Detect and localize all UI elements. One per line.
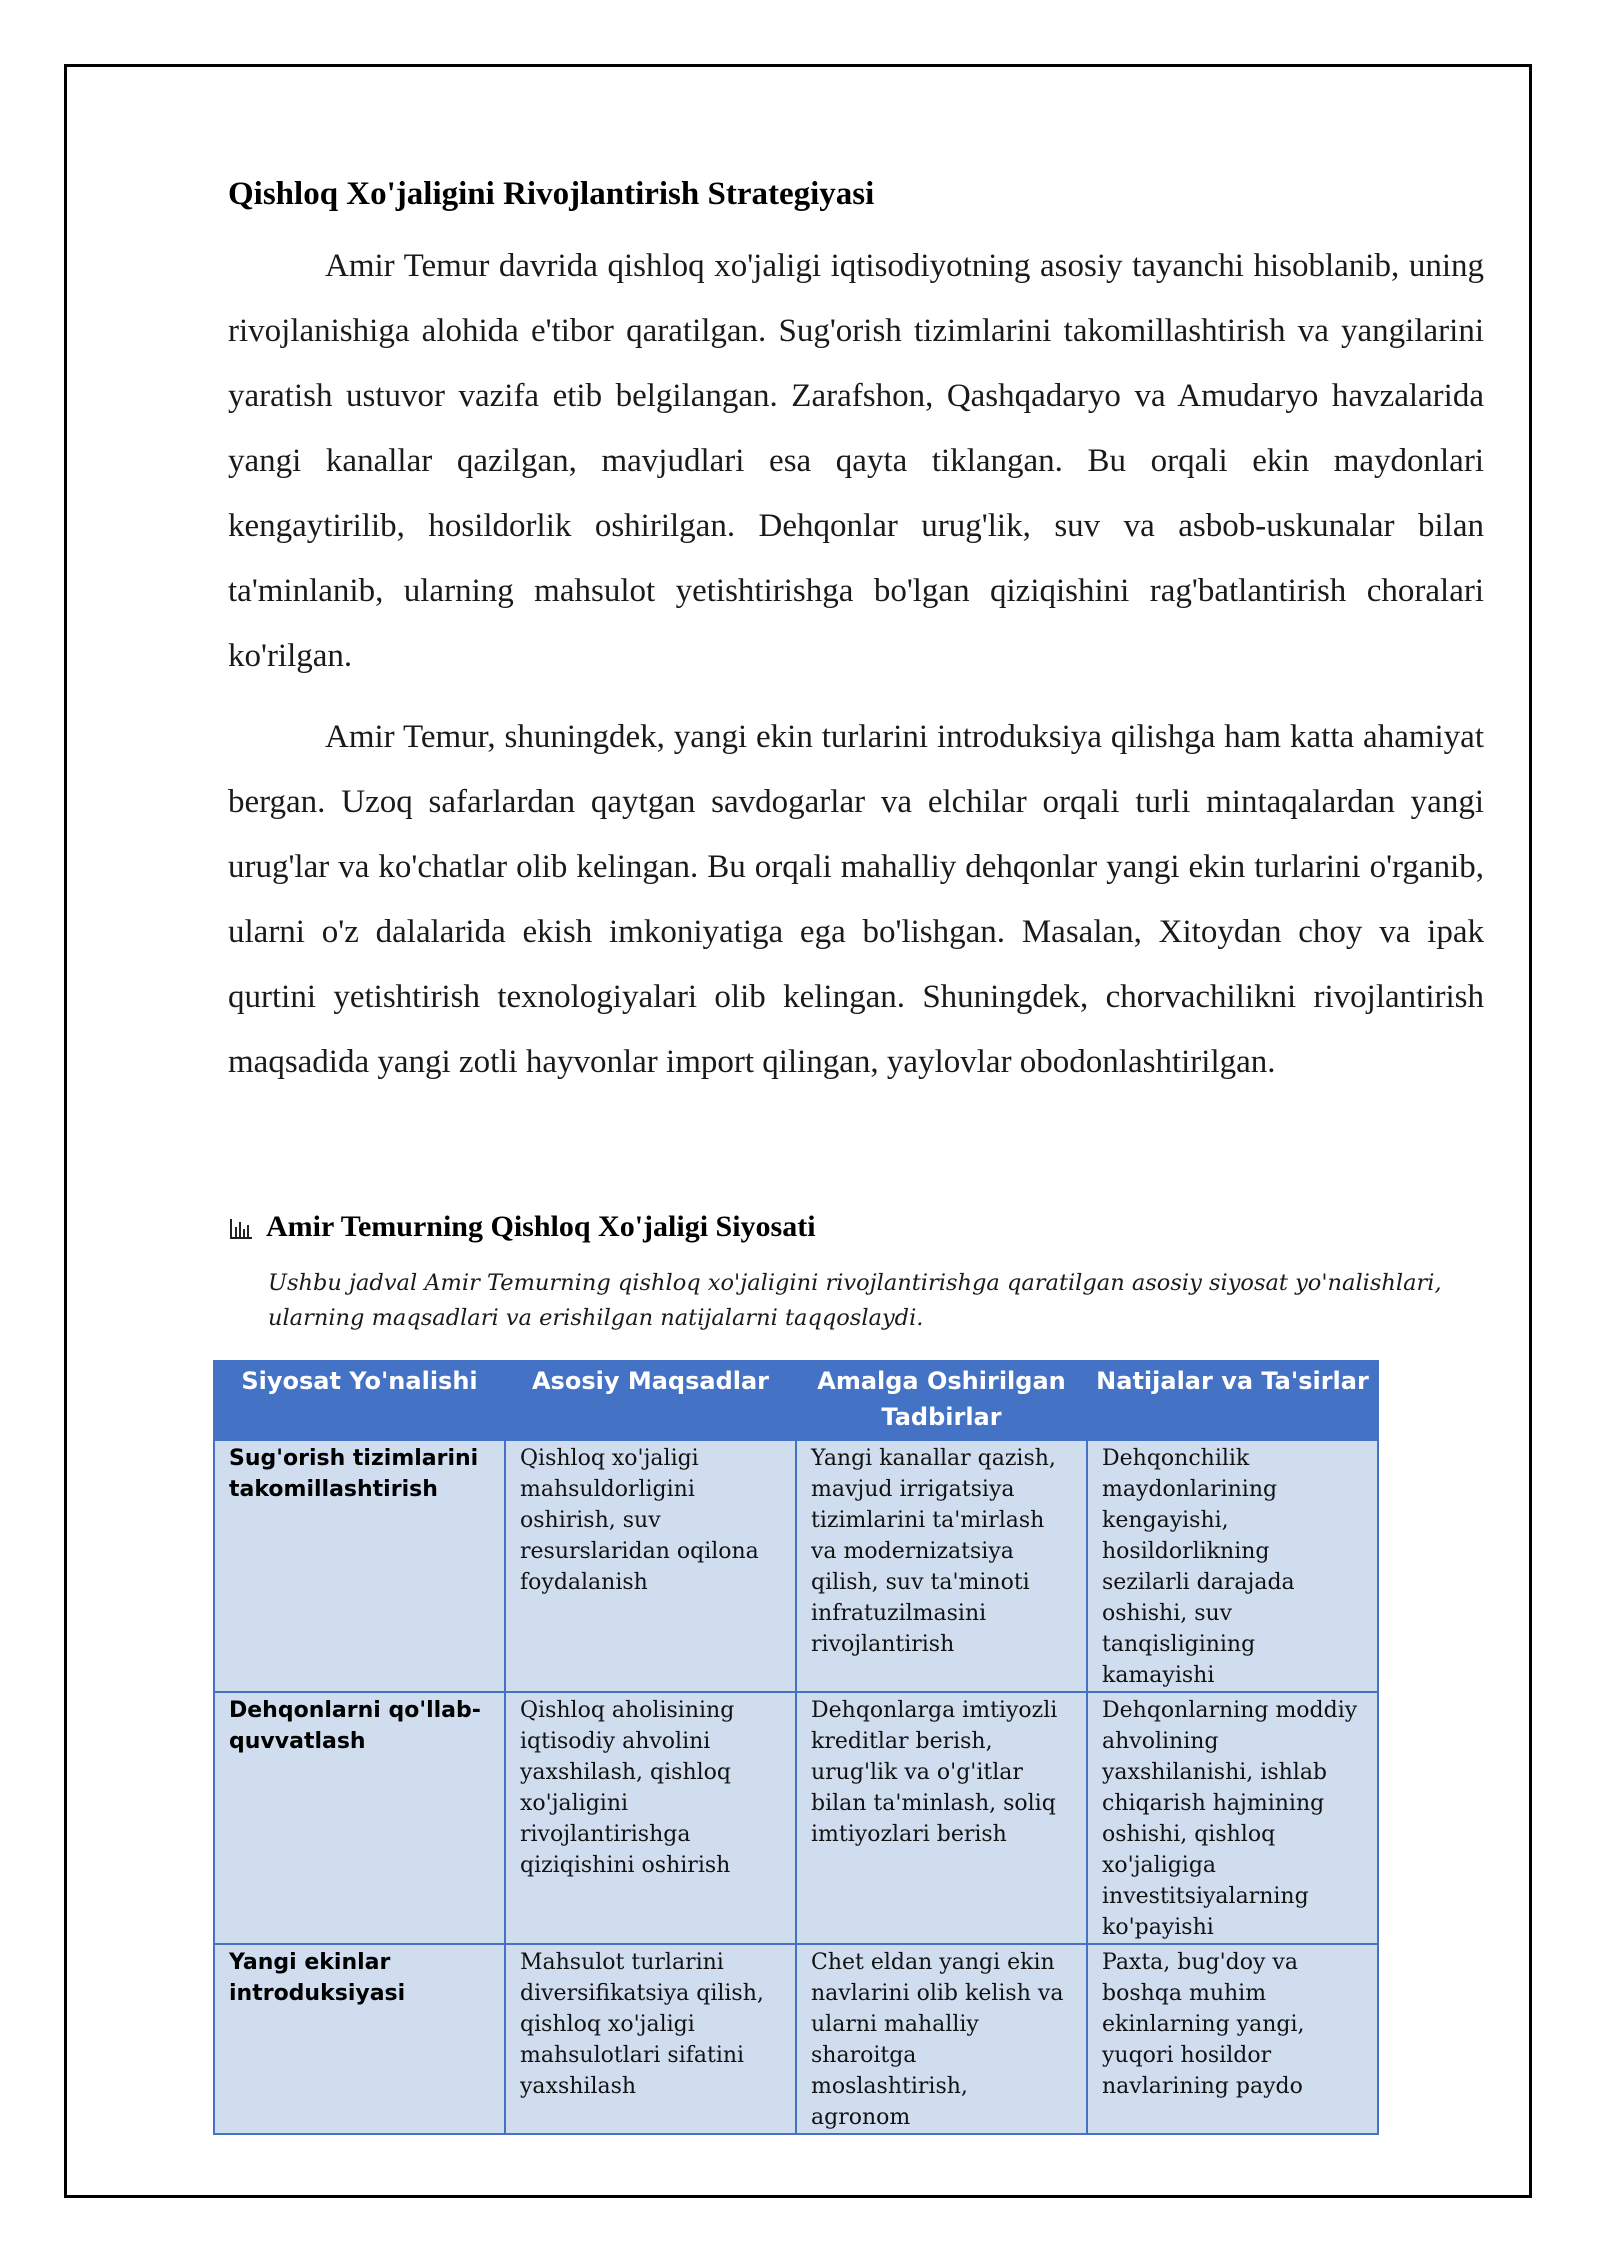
table-cell: Dehqonchilik maydonlarining kengayishi, hosildorlikning sezilarli darajada oshishi, suv tanqisligining kamayishi <box>1087 1440 1378 1692</box>
table-heading-text: Amir Temurning Qishloq Xo'jaligi Siyosati <box>266 1210 816 1243</box>
table-cell: Yangi kanallar qazish, mavjud irrigatsiya tizimlarini ta'mirlash va modernizatsiya qilish, suv ta'minoti infratuzilmasini rivojlantirish <box>796 1440 1087 1692</box>
bar-chart-icon <box>228 1215 254 1239</box>
table-heading <box>228 1210 816 1244</box>
table-header-row <box>214 1361 1378 1440</box>
table-cell: Mahsulot turlarini diversifikatsiya qilish, qishloq xo'jaligi mahsulotlari sifatini yaxshilash <box>505 1944 796 2134</box>
column-header: Siyosat Yo'nalishi <box>214 1361 505 1440</box>
table-row <box>214 1944 1378 2134</box>
column-header: Asosiy Maqsadlar <box>505 1361 796 1440</box>
column-header: Amalga Oshirilgan Tadbirlar <box>796 1361 1087 1440</box>
row-header-cell: Yangi ekinlar introduksiyasi <box>214 1944 505 2134</box>
table-cell: Qishloq aholisining iqtisodiy ahvolini yaxshilash, qishloq xo'jaligini rivojlantirishga qiziqishini oshirish <box>505 1692 796 1944</box>
table-cell: Qishloq xo'jaligi mahsuldorligini oshirish, suv resurslaridan oqilona foydalanish <box>505 1440 796 1692</box>
table-cell: Dehqonlarga imtiyozli kreditlar berish, urug'lik va o'g'itlar bilan ta'minlash, soliq imtiyozlari berish <box>796 1692 1087 1944</box>
table-row <box>214 1692 1378 1944</box>
row-header-cell: Sug'orish tizimlarini takomillashtirish <box>214 1440 505 1692</box>
paragraph-1: Amir Temur davrida qishloq xo'jaligi iqtisodiyotning asosiy tayanchi hisoblanib, uning rivojlanishiga alohida e'tibor qaratilgan. Sug'orish tizimlarini takomillashtirish va yangilarini yaratish ustuvor vazifa etib belgilangan. Zarafshon, Qashqadaryo va Amudaryo havzalarida yangi kanallar qazilgan, mavjudlari esa qayta tiklangan. Bu orqali ekin maydonlari kengaytirilib, hosildorlik oshirilgan. Dehqonlar urug'lik, suv va asbob-uskunalar bilan ta'minlanib, ularning mahsulot yetishtirishga bo'lgan qiziqishini rag'batlantirish choralari ko'rilgan. <box>228 248 1484 674</box>
column-header: Natijalar va Ta'sirlar <box>1087 1361 1378 1440</box>
table-row <box>214 1440 1378 1692</box>
table-cell: Paxta, bug'doy va boshqa muhim ekinlarning yangi, yuqori hosildor navlarining paydo <box>1087 1944 1378 2134</box>
paragraph-2: Amir Temur, shuningdek, yangi ekin turlarini introduksiya qilishga ham katta ahamiyat bergan. Uzoq safarlardan qaytgan savdogarlar va elchilar orqali turli mintaqalardan yangi urug'lar va ko'chatlar olib kelingan. Bu orqali mahalliy dehqonlar yangi ekin turlarini o'rganib, ularni o'z dalalarida ekish imkoniyatiga ega bo'lishgan. Masalan, Xitoydan choy va ipak qurtini yetishtirish texnologiyalari olib kelingan. Shuningdek, chorvachilikni rivojlantirish maqsadida yangi zotli hayvonlar import qilingan, yaylovlar obodonlashtirilgan. <box>228 719 1484 1080</box>
document-body <box>228 168 1484 1111</box>
table-cell: Dehqonlarning moddiy ahvolining yaxshilanishi, ishlab chiqarish hajmining oshishi, qishloq xo'jaligiga investitsiyalarning ko'payishi <box>1087 1692 1378 1944</box>
document-title: Qishloq Xo'jaligini Rivojlantirish Strategiyasi <box>228 176 875 212</box>
row-header-cell: Dehqonlarni qo'llab-quvvatlash <box>214 1692 505 1944</box>
table-cell: Chet eldan yangi ekin navlarini olib kelish va ularni mahalliy sharoitga moslashtirish, agronom <box>796 1944 1087 2134</box>
policy-table <box>213 1360 1379 2135</box>
table-caption: Ushbu jadval Amir Temurning qishloq xo'jaligini rivojlantirishga qaratilgan asosiy siyosat yo'nalishlari, ularning maqsadlari va erishilgan natijalarni taqqoslaydi. <box>268 1270 1442 1331</box>
